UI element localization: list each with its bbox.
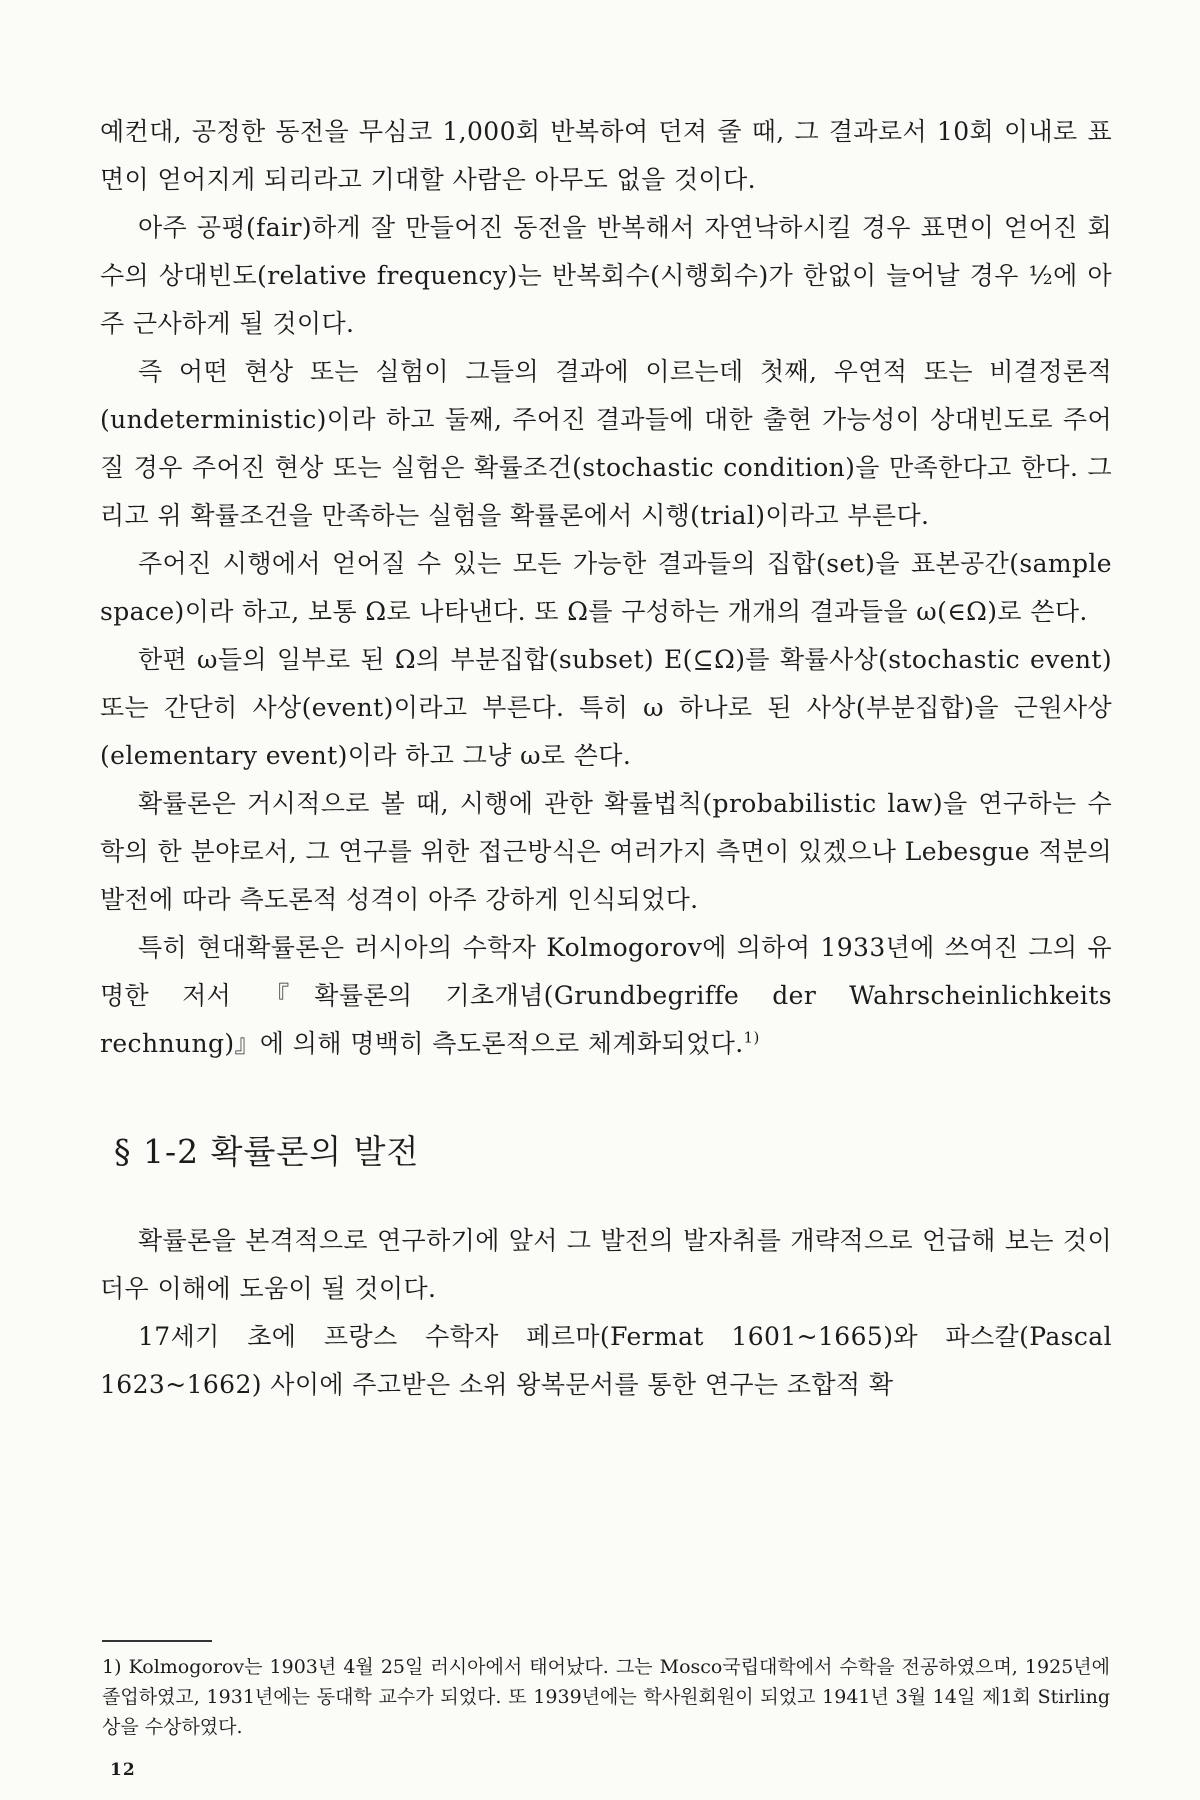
paragraph-2: 아주 공평(fair)하게 잘 만들어진 동전을 반복해서 자연낙하시킬 경우 표면이 얻어진 회수의 상대빈도(relative frequency)는 반복회수(시행회수)가 한없이 늘어날 경우 ½에 아주 근사하게 될 것이다. bbox=[100, 213, 1112, 338]
page-number: 12 bbox=[110, 1760, 136, 1780]
section-paragraph-2: 17세기 초에 프랑스 수학자 페르마(Fermat 1601~1665)와 파스칼(Pascal 1623~1662) 사이에 주고받은 소위 왕복문서를 통한 연구는 조합적 확 bbox=[100, 1322, 1112, 1399]
paragraph-1: 예컨대, 공정한 동전을 무심코 1,000회 반복하여 던져 줄 때, 그 결과로서 10회 이내로 표면이 얻어지게 되리라고 기대할 사람은 아무도 없을 것이다. bbox=[100, 117, 1112, 194]
section-heading: § 1-2 확률론의 발전 bbox=[114, 1132, 420, 1171]
footnote-divider bbox=[102, 1640, 212, 1642]
paragraph-3: 즉 어떤 현상 또는 실험이 그들의 결과에 이르는데 첫째, 우연적 또는 비결정론적(undeterministic)이라 하고 둘째, 주어진 결과들에 대한 출현 가능성이 상대빈도로 주어질 경우 주어진 현상 또는 실험은 확률조건(stochastic condition)을 만족한다고 한다. 그리고 위 확률조건을 만족하는 실험을 확률론에서 시행(trial)이라고 부른다. bbox=[100, 357, 1112, 530]
section-paragraph-1: 확률론을 본격적으로 연구하기에 앞서 그 발전의 발자취를 개략적으로 언급해 보는 것이 더우 이해에 도움이 될 것이다. bbox=[100, 1226, 1112, 1303]
paragraph-7-text: 특히 현대확률론은 러시아의 수학자 Kolmogorov에 의하여 1933년에 쓰여진 그의 유명한 저서 『확률론의 기초개념(Grundbegriffe der Wahrscheinlichkeits rechnung)』에 의해 명백히 측도론적으로 체계화되었다. bbox=[100, 933, 1112, 1058]
paragraph-5: 한편 ω들의 일부로 된 Ω의 부분집합(subset) E(⊆Ω)를 확률사상(stochastic event) 또는 간단히 사상(event)이라고 부른다. 특히 ω 하나로 된 사상(부분집합)을 근원사상(elementary event)이라 하고 그냥 ω로 쓴다. bbox=[100, 645, 1112, 770]
footnote: 1) Kolmogorov는 1903년 4월 25일 러시아에서 태어났다. 그는 Mosco국립대학에서 수학을 전공하였으며, 1925년에 졸업하였고, 1931년에는 동대학 교수가 되었다. 또 1939년에는 학사원회원이 되었고 1941년 3월 14일 제1회 Stirling상을 수상하였다. bbox=[102, 1656, 1110, 1738]
main-text bbox=[100, 108, 1112, 1409]
paragraph-4: 주어진 시행에서 얻어질 수 있는 모든 가능한 결과들의 집합(set)을 표본공간(sample space)이라 하고, 보통 Ω로 나타낸다. 또 Ω를 구성하는 개개의 결과들을 ω(∈Ω)로 쓴다. bbox=[100, 549, 1112, 626]
footnote-marker: 1) bbox=[743, 1028, 760, 1047]
paragraph-6: 확률론은 거시적으로 볼 때, 시행에 관한 확률법칙(probabilistic law)을 연구하는 수학의 한 분야로서, 그 연구를 위한 접근방식은 여러가지 측면이 있겠으나 Lebesgue 적분의 발전에 따라 측도론적 성격이 아주 강하게 인식되었다. bbox=[100, 789, 1112, 914]
paragraph-7 bbox=[100, 924, 1112, 1068]
